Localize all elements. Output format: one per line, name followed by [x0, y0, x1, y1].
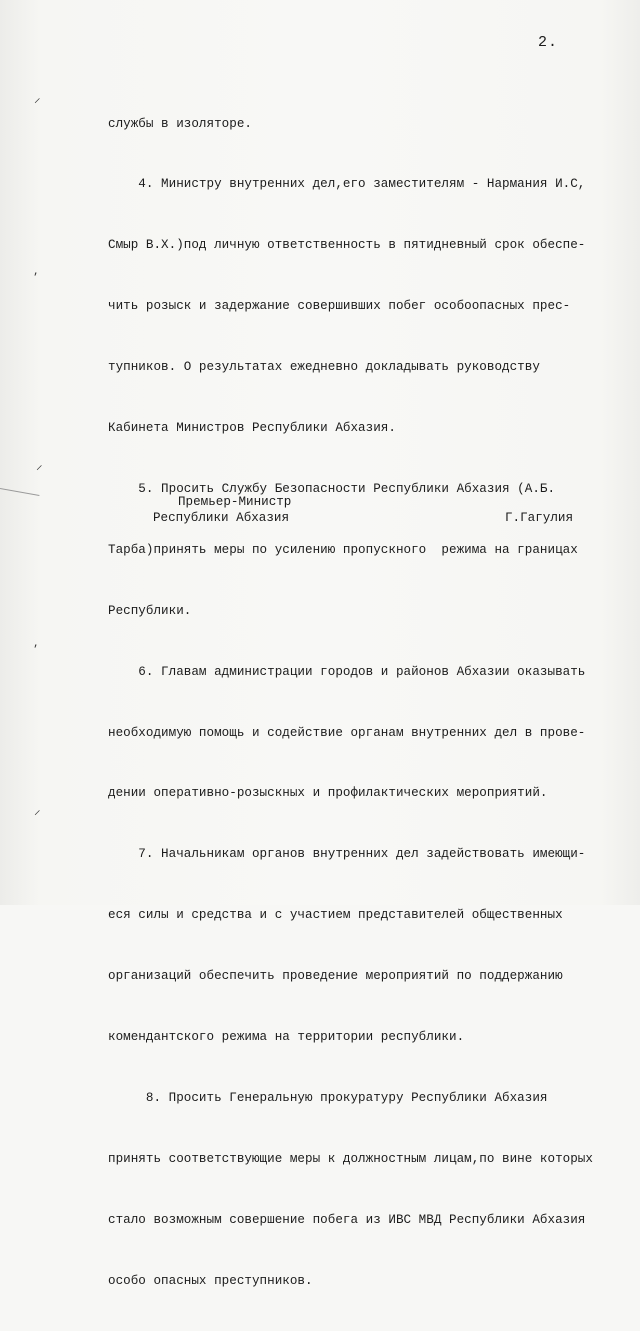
- body-line: еся силы и средства и с участием представителей общественных: [108, 908, 563, 923]
- edge-crease: [0, 488, 39, 496]
- body-line: комендантского режима на территории республики.: [108, 1029, 465, 1044]
- signatory-title-republic: Республики Абхазия: [153, 511, 290, 525]
- body-line: службы в изоляторе.: [108, 116, 252, 131]
- body-line: 7. Начальникам органов внутренних дел задействовать имеющи-: [108, 847, 586, 862]
- page-number: 2.: [538, 34, 559, 51]
- body-line: 8. Просить Генеральную прокуратуру Республики Абхазия: [108, 1090, 548, 1105]
- body-line: организаций обеспечить проведение мероприятий по поддержанию: [108, 969, 563, 984]
- signatory-title: Премьер-Министр: [178, 495, 292, 509]
- body-line: дении оперативно-розыскных и профилактических мероприятий.: [108, 786, 548, 801]
- body-line: Республики.: [108, 603, 192, 618]
- binding-mark: ⸴: [34, 637, 38, 652]
- body-line: 6. Главам администрации городов и районов Абхазии оказывать: [108, 664, 586, 679]
- body-line: Тарба)принять меры по усилению пропускного режима на границах: [108, 542, 578, 557]
- binding-mark: ⸝: [34, 803, 41, 818]
- body-line: стало возможным совершение побега из ИВС МВД Республики Абхазия: [108, 1212, 586, 1227]
- binding-mark: ⸴: [34, 265, 38, 280]
- body-line: чить розыск и задержание совершивших побег особоопасных прес-: [108, 299, 571, 314]
- body-line: 5. Просить Службу Безопасности Республики Абхазия (А.Б.: [108, 481, 556, 496]
- signatory-name: Г.Гагулия: [505, 511, 574, 525]
- body-line: необходимую помощь и содействие органам внутренних дел в прове-: [108, 725, 586, 740]
- body-line: Смыр В.Х.)под личную ответственность в пятидневный срок обеспе-: [108, 238, 586, 253]
- body-line: особо опасных преступников.: [108, 1273, 313, 1288]
- body-line: принять соответствующие меры к должностным лицам,по вине которых: [108, 1151, 593, 1166]
- body-line: тупников. О результатах ежедневно докладывать руководству: [108, 360, 540, 375]
- document-body: [108, 73, 608, 1331]
- binding-mark: ⸝: [36, 458, 43, 473]
- body-line: 4. Министру внутренних дел,его заместителям - Нармания И.С,: [108, 177, 586, 192]
- body-line: Кабинета Министров Республики Абхазия.: [108, 421, 396, 436]
- binding-mark: ⸝: [34, 91, 41, 106]
